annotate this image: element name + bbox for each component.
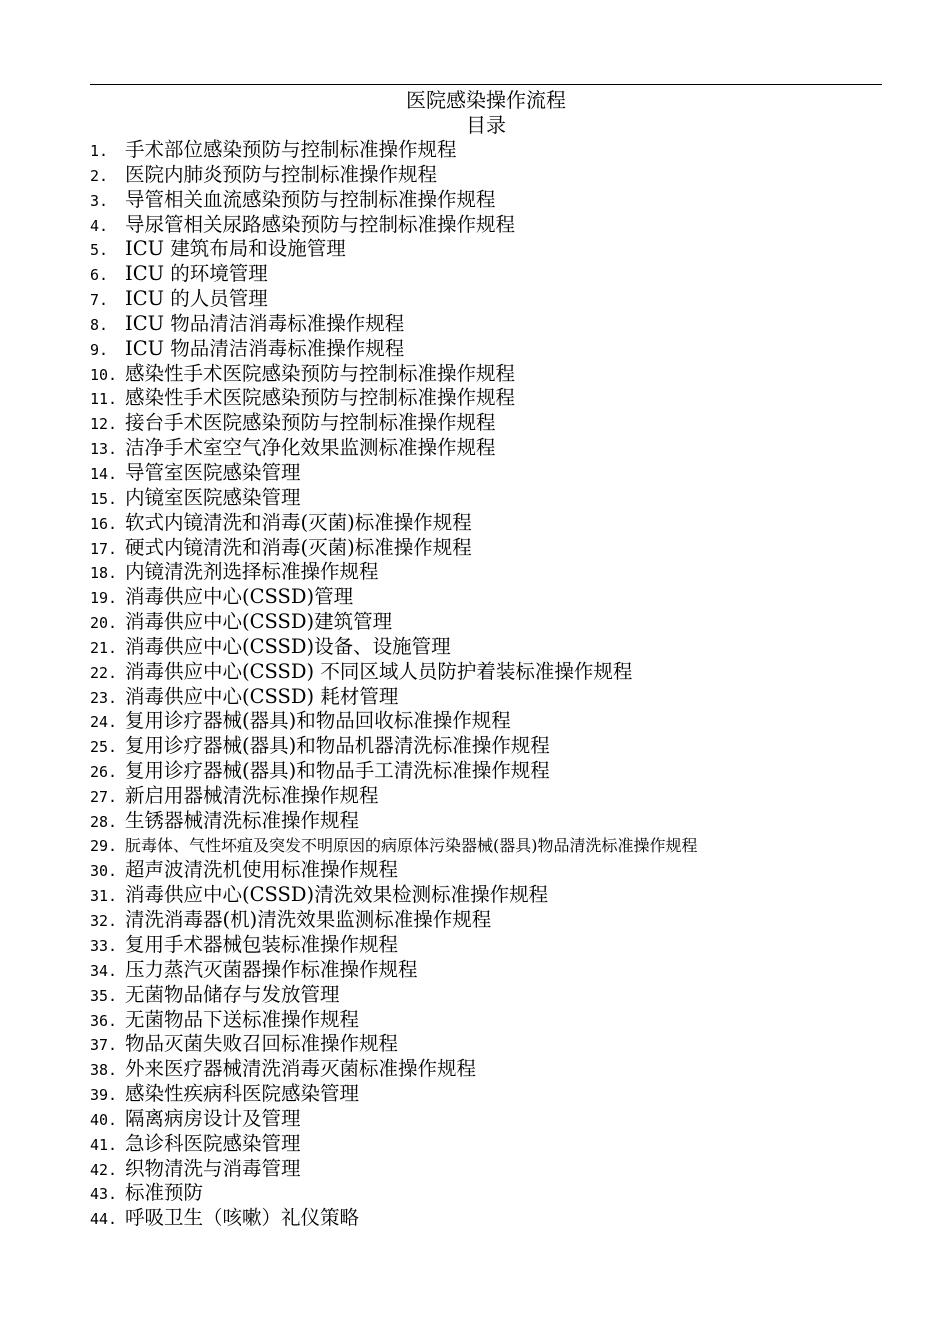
toc-item	[90, 138, 890, 163]
toc-item-text: 接台手术医院感染预防与控制标准操作规程	[125, 411, 496, 435]
toc-item-number: 14.	[90, 464, 118, 483]
toc-item-text: 感染性手术医院感染预防与控制标准操作规程	[125, 361, 516, 385]
toc-item	[90, 809, 890, 834]
toc-item-number: 38.	[90, 1061, 118, 1080]
toc-item-number: 28.	[90, 812, 118, 831]
toc-item-text: 外来医疗器械清洗消毒灭菌标准操作规程	[125, 1057, 477, 1081]
toc-item	[90, 362, 890, 387]
toc-item-number: 6.	[90, 266, 109, 285]
toc-item	[90, 585, 890, 610]
toc-item-number: 11.	[90, 390, 118, 409]
toc-item	[90, 1057, 890, 1082]
toc-item-text: 感染性手术医院感染预防与控制标准操作规程	[125, 386, 516, 410]
toc-item-number: 35.	[90, 986, 118, 1005]
header-rule	[90, 84, 882, 85]
toc-item-text: 复用诊疗器械(器具)和物品机器清洗标准操作规程	[125, 734, 550, 758]
toc-item-text: 物品灭菌失败召回标准操作规程	[125, 1032, 399, 1056]
toc-item	[90, 635, 890, 660]
toc-item-number: 3.	[90, 191, 109, 210]
toc-item-text: 复用诊疗器械(器具)和物品回收标准操作规程	[125, 709, 511, 733]
toc-item-number: 20.	[90, 614, 118, 633]
toc-item-number: 40.	[90, 1110, 118, 1129]
toc-item-text: 消毒供应中心(CSSD)清洗效果检测标准操作规程	[125, 883, 549, 907]
toc-item	[90, 536, 890, 561]
toc-item	[90, 759, 890, 784]
toc-item	[90, 262, 890, 287]
toc-item-number: 7.	[90, 291, 109, 310]
toc-item	[90, 188, 890, 213]
toc-item	[90, 1206, 890, 1231]
toc-item	[90, 734, 890, 759]
toc-item-number: 23.	[90, 688, 118, 707]
toc-item-text: ICU 物品清洁消毒标准操作规程	[125, 311, 405, 335]
toc-item-number: 36.	[90, 1011, 118, 1030]
toc-item-text: ICU 物品清洁消毒标准操作规程	[125, 336, 405, 360]
toc-item-number: 27.	[90, 787, 118, 806]
toc-item	[90, 1157, 890, 1182]
toc-item-number: 12.	[90, 415, 118, 434]
toc-item-text: 导管室医院感染管理	[125, 460, 301, 484]
toc-item-text: ICU 建筑布局和设施管理	[125, 237, 346, 261]
toc-item-number: 5.	[90, 241, 109, 260]
toc-item-text: 朊毒体、气性坏疽及突发不明原因的病原体污染器械(器具)物品清洗标准操作规程	[125, 835, 698, 855]
toc-item	[90, 1132, 890, 1157]
toc-item-text: 清洗消毒器(机)清洗效果监测标准操作规程	[125, 908, 492, 932]
toc-item-text: 感染性疾病科医院感染管理	[125, 1082, 360, 1106]
toc-item-text: 医院内肺炎预防与控制标准操作规程	[125, 162, 438, 186]
toc-item-text: 超声波清洗机使用标准操作规程	[125, 858, 399, 882]
toc-item-number: 29.	[90, 836, 118, 855]
toc-item	[90, 1008, 890, 1033]
toc-item	[90, 337, 890, 362]
toc-item	[90, 1032, 890, 1057]
toc-item	[90, 237, 890, 262]
toc-item	[90, 386, 890, 411]
toc-item-number: 16.	[90, 514, 118, 533]
toc-item-number: 34.	[90, 961, 118, 980]
toc-item-number: 18.	[90, 564, 118, 583]
toc-item	[90, 1082, 890, 1107]
toc-item-text: 软式内镜清洗和消毒(灭菌)标准操作规程	[125, 510, 472, 534]
toc-item-text: 消毒供应中心(CSSD)管理	[125, 585, 354, 609]
toc-item	[90, 610, 890, 635]
toc-item	[90, 784, 890, 809]
toc-item	[90, 933, 890, 958]
toc-item	[90, 858, 890, 883]
toc-item-text: ICU 的人员管理	[125, 287, 268, 311]
toc-item-text: 急诊科医院感染管理	[125, 1131, 301, 1155]
toc-item-text: ICU 的环境管理	[125, 262, 268, 286]
toc-item-text: 内镜清洗剂选择标准操作规程	[125, 560, 379, 584]
table-of-contents	[90, 138, 890, 1231]
toc-item-number: 10.	[90, 365, 118, 384]
toc-item-text: 隔离病房设计及管理	[125, 1106, 301, 1130]
toc-item	[90, 436, 890, 461]
toc-item-text: 手术部位感染预防与控制标准操作规程	[125, 138, 457, 161]
toc-item-text: 复用诊疗器械(器具)和物品手工清洗标准操作规程	[125, 759, 550, 783]
toc-item	[90, 834, 890, 859]
toc-item-number: 32.	[90, 912, 118, 931]
toc-item-number: 2.	[90, 166, 109, 185]
toc-item	[90, 1107, 890, 1132]
toc-item	[90, 660, 890, 685]
toc-item-number: 9.	[90, 340, 109, 359]
toc-item-number: 22.	[90, 663, 118, 682]
toc-item	[90, 411, 890, 436]
toc-item-number: 24.	[90, 713, 118, 732]
toc-item-number: 30.	[90, 862, 118, 881]
toc-item	[90, 958, 890, 983]
toc-item	[90, 560, 890, 585]
toc-item-text: 新启用器械清洗标准操作规程	[125, 783, 379, 807]
toc-item-text: 复用手术器械包装标准操作规程	[125, 933, 399, 956]
toc-item	[90, 883, 890, 908]
toc-item-number: 44.	[90, 1210, 118, 1229]
toc-item-number: 37.	[90, 1036, 118, 1055]
toc-item-number: 41.	[90, 1135, 118, 1154]
toc-item-text: 生锈器械清洗标准操作规程	[125, 808, 360, 832]
toc-item	[90, 461, 890, 486]
toc-item-number: 13.	[90, 440, 118, 459]
toc-item-number: 25.	[90, 738, 118, 757]
toc-item	[90, 213, 890, 238]
toc-item-text: 消毒供应中心(CSSD)设备、设施管理	[125, 634, 451, 658]
toc-item-number: 8.	[90, 315, 109, 334]
toc-item-text: 压力蒸汽灭菌器操作标准操作规程	[125, 957, 418, 981]
toc-item-text: 内镜室医院感染管理	[125, 485, 301, 509]
toc-item-number: 19.	[90, 589, 118, 608]
toc-item-text: 呼吸卫生（咳嗽）礼仪策略	[125, 1206, 360, 1230]
toc-item	[90, 486, 890, 511]
toc-item	[90, 287, 890, 312]
toc-item	[90, 983, 890, 1008]
toc-item-text: 无菌物品储存与发放管理	[125, 982, 340, 1006]
toc-item	[90, 1181, 890, 1206]
toc-item-text: 消毒供应中心(CSSD) 不同区域人员防护着装标准操作规程	[125, 659, 633, 683]
toc-item-number: 4.	[90, 216, 109, 235]
toc-item-number: 43.	[90, 1185, 118, 1204]
toc-item-number: 1.	[90, 142, 109, 160]
toc-item	[90, 312, 890, 337]
toc-item-text: 织物清洗与消毒管理	[125, 1156, 301, 1180]
toc-item	[90, 511, 890, 536]
document-title: 医院感染操作流程	[406, 88, 566, 112]
toc-item	[90, 709, 890, 734]
toc-item-number: 42.	[90, 1160, 118, 1179]
toc-item-number: 15.	[90, 489, 118, 508]
toc-item-number: 31.	[90, 887, 118, 906]
toc-item-number: 21.	[90, 638, 118, 657]
toc-item-text: 消毒供应中心(CSSD) 耗材管理	[125, 684, 399, 708]
toc-item-number: 17.	[90, 539, 118, 558]
toc-item-text: 导管相关血流感染预防与控制标准操作规程	[125, 187, 496, 211]
toc-item-text: 洁净手术室空气净化效果监测标准操作规程	[125, 436, 496, 460]
toc-item-text: 硬式内镜清洗和消毒(灭菌)标准操作规程	[125, 535, 472, 559]
toc-item	[90, 908, 890, 933]
toc-item	[90, 685, 890, 710]
toc-item-text: 导尿管相关尿路感染预防与控制标准操作规程	[125, 212, 516, 236]
toc-heading: 目录	[466, 113, 506, 137]
toc-item-text: 无菌物品下送标准操作规程	[125, 1007, 360, 1031]
toc-item-number: 39.	[90, 1086, 118, 1105]
toc-item-number: 33.	[90, 937, 118, 955]
toc-item-text: 消毒供应中心(CSSD)建筑管理	[125, 610, 393, 634]
toc-item-text: 标准预防	[125, 1181, 204, 1205]
toc-item	[90, 163, 890, 188]
toc-item-number: 26.	[90, 763, 118, 782]
